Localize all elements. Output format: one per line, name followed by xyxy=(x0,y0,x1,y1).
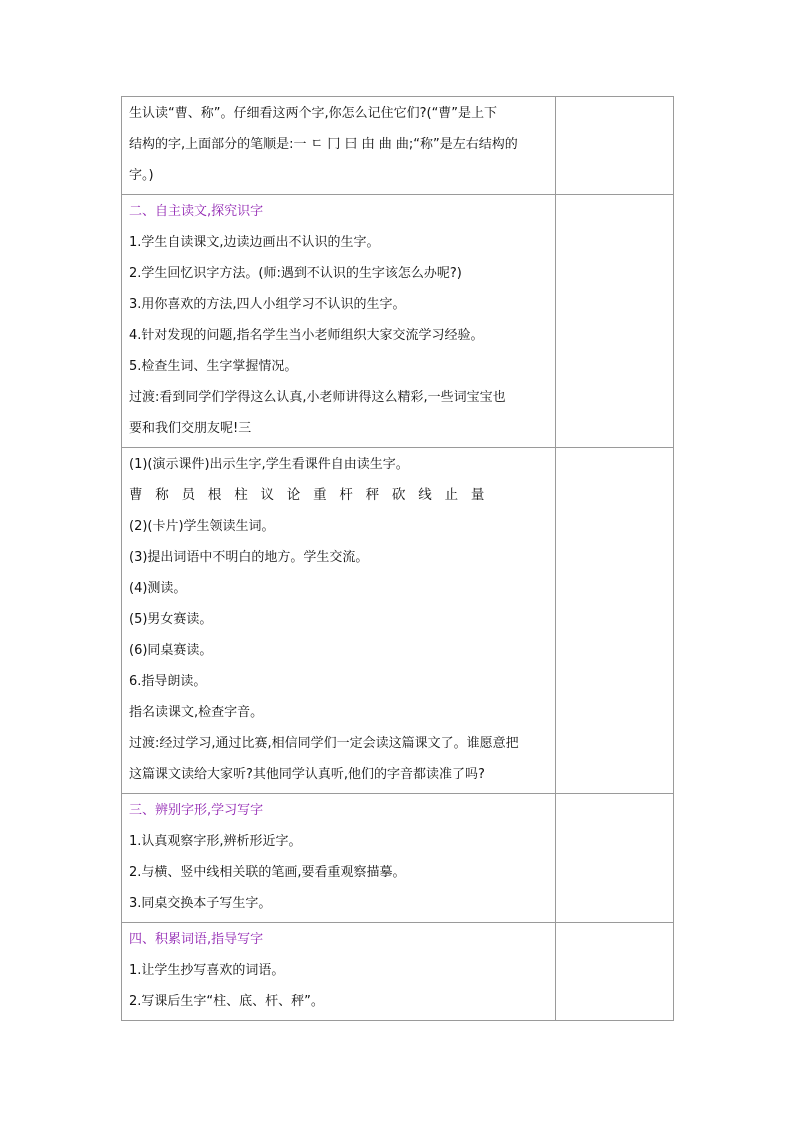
section-heading: 二、自主读文,探究识字 xyxy=(129,204,264,219)
table-row xyxy=(122,195,674,448)
character: 曹 xyxy=(129,487,143,503)
content-cell xyxy=(122,195,556,448)
content-cell xyxy=(122,97,556,195)
character: 员 xyxy=(181,487,196,503)
character: 议 xyxy=(260,487,274,503)
note-cell xyxy=(555,97,673,195)
character: 称 xyxy=(155,487,169,503)
text-line: (4)测读。 xyxy=(129,581,187,596)
text-line: 这篇课文读给大家听?其他同学认真听,他们的字音都读准了吗? xyxy=(129,767,485,782)
text-line: (2)(卡片)学生领读生词。 xyxy=(129,519,275,534)
text-line: 要和我们交朋友呢!三 xyxy=(129,421,252,436)
text-line: 过渡:经过学习,通过比赛,相信同学们一定会读这篇课文了。谁愿意把 xyxy=(129,736,519,751)
character: 秤 xyxy=(365,487,380,503)
text-line: 3.用你喜欢的方法,四人小组学习不认识的生字。 xyxy=(129,297,406,312)
text-line: (1)(演示课件)出示生字,学生看课件自由读生字。 xyxy=(129,457,409,472)
content-cell xyxy=(122,448,556,794)
text-line: 2.学生回忆识字方法。(师:遇到不认识的生字该怎么办呢?) xyxy=(129,266,462,281)
section-heading: 三、辨别字形,学习写字 xyxy=(129,803,264,818)
text-line: 生认读“曹、称”。仔细看这两个字,你怎么记住它们?(“曹”是上下 xyxy=(129,106,498,121)
character: 根 xyxy=(207,487,222,503)
text-line: 1.学生自读课文,边读边画出不认识的生字。 xyxy=(129,235,380,250)
note-cell xyxy=(555,923,673,1021)
character: 止 xyxy=(444,487,459,503)
content-cell xyxy=(122,794,556,923)
character: 重 xyxy=(313,487,327,503)
text-line: 过渡:看到同学们学得这么认真,小老师讲得这么精彩,一些词宝宝也 xyxy=(129,390,506,405)
section-heading: 四、积累词语,指导写字 xyxy=(129,932,264,947)
content-cell xyxy=(122,923,556,1021)
note-cell xyxy=(555,195,673,448)
text-line: 4.针对发现的问题,指名学生当小老师组织大家交流学习经验。 xyxy=(129,328,484,343)
table-row xyxy=(122,794,674,923)
character: 线 xyxy=(418,487,432,503)
note-cell xyxy=(555,794,673,923)
character: 柱 xyxy=(234,487,248,503)
text-line: 1.让学生抄写喜欢的词语。 xyxy=(129,963,285,978)
text-line: (3)提出词语中不明白的地方。学生交流。 xyxy=(129,550,369,565)
table-row xyxy=(122,97,674,195)
text-line: 6.指导朗读。 xyxy=(129,674,207,689)
character: 杆 xyxy=(339,487,353,503)
text-line: (6)同桌赛读。 xyxy=(129,643,213,658)
character: 论 xyxy=(286,487,301,503)
character: 量 xyxy=(470,487,485,503)
text-line: 字。) xyxy=(129,168,154,183)
text-line: 3.同桌交换本子写生字。 xyxy=(129,896,272,911)
table-row xyxy=(122,923,674,1021)
table-row xyxy=(122,448,674,794)
text-line: 2.与横、竖中线相关联的笔画,要看重观察描摹。 xyxy=(129,865,406,880)
text-line: 2.写课后生字“柱、底、杆、秤”。 xyxy=(129,994,324,1009)
character: 砍 xyxy=(391,487,406,503)
text-line: 5.检查生词、生字掌握情况。 xyxy=(129,359,298,374)
note-cell xyxy=(555,448,673,794)
text-line: 结构的字,上面部分的笔顺是:一 ㄷ 冂 曰 甶 曲 曲;“称”是左右结构的 xyxy=(129,137,518,152)
text-line: 1.认真观察字形,辨析形近字。 xyxy=(129,834,302,849)
text-line: 指名读课文,检查字音。 xyxy=(129,705,264,720)
new-characters-row xyxy=(129,480,548,511)
text-line: (5)男女赛读。 xyxy=(129,612,213,627)
lesson-plan-table xyxy=(121,96,674,1021)
